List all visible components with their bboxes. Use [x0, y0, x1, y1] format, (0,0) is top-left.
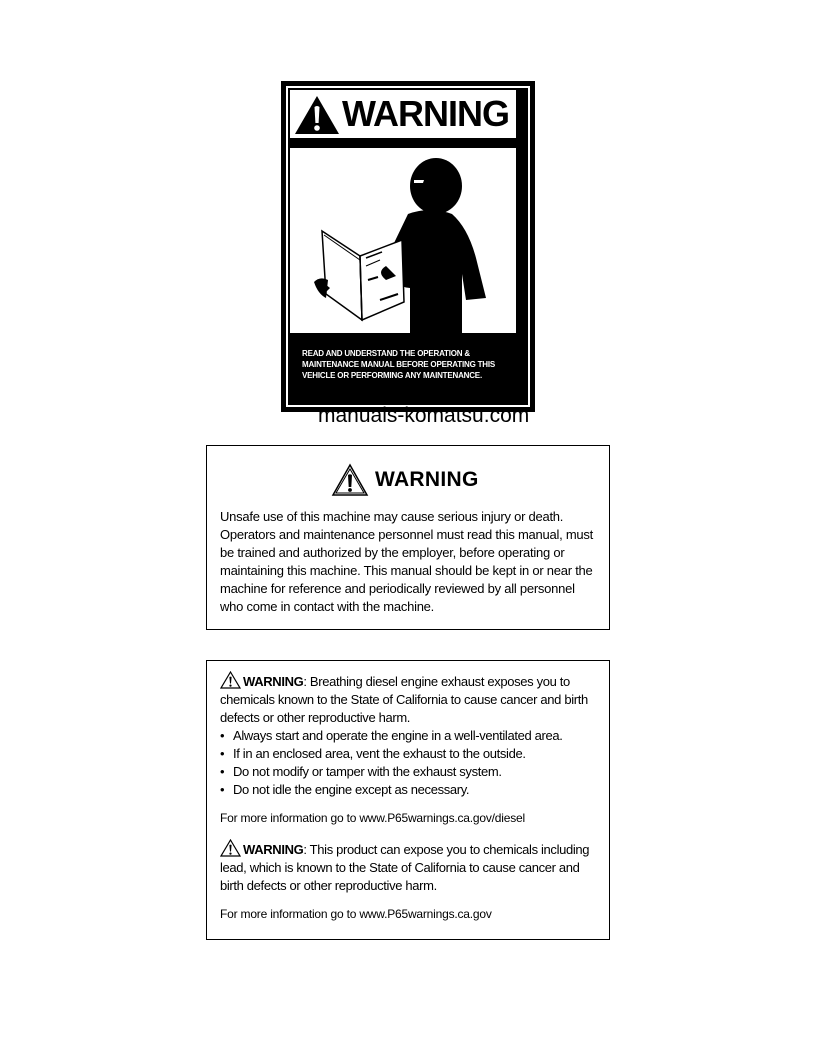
decal-instruction-text: READ AND UNDERSTAND THE OPERATION & MAINTENANCE MANUAL BEFORE OPERATING THIS VEHICLE OR PERFORMING ANY MAINTENANCE.: [302, 349, 496, 380]
prop65-warning-content: [220, 671, 602, 923]
lead-warning-paragraph: [220, 839, 602, 895]
decal-header-word: WARNING: [342, 93, 509, 134]
person-reading-manual-icon: [290, 148, 516, 333]
lead-warning-text: : This product can expose you to chemicals including lead, which is known to the State of California to cause cancer and birth defects or other reproductive harm.: [220, 842, 590, 893]
warning-triangle-icon: [220, 839, 241, 857]
list-item: • Do not modify or tamper with the exhaust system.: [220, 763, 602, 781]
list-item: • Always start and operate the engine in a well-ventilated area.: [220, 727, 602, 745]
operator-warning-text: Unsafe use of this machine may cause serious injury or death. Operators and maintenance personnel must read this manual, must be trained and authorized by the employer, before operating or maintaining this machine. This manual should be kept in or near the machine for reference and periodically reviewed by all personnel who come in contact with the machine.: [220, 509, 594, 614]
diesel-warning-label: WARNING: [243, 674, 304, 689]
warning-triangle-icon: [220, 671, 241, 689]
warning-decal: [281, 81, 535, 412]
decal-header: [290, 90, 516, 138]
list-item: • If in an enclosed area, vent the exhaust to the outside.: [220, 745, 602, 763]
warning-heading: [331, 462, 479, 498]
lead-more-info: For more information go to www.P65warnings.ca.gov: [220, 907, 492, 921]
diesel-more-info: For more information go to www.P65warnings.ca.gov/diesel: [220, 811, 525, 825]
lead-warning-label: WARNING: [243, 842, 304, 857]
warning-triangle-icon: [331, 463, 369, 497]
person-reading-manual-illustration: [290, 148, 516, 333]
watermark: manuals-komatsu.com: [318, 404, 530, 427]
warning-heading-label: WARNING: [375, 468, 479, 491]
diesel-warning-paragraph: [220, 671, 602, 727]
diesel-precautions-list: [220, 727, 602, 799]
warning-triangle-icon: [294, 95, 340, 135]
operator-warning-box: [206, 445, 610, 630]
diesel-warning-text: : Breathing diesel engine exhaust exposes you to chemicals known to the State of California to cause cancer and birth defects or other reproductive harm.: [220, 674, 588, 725]
prop65-warning-box: [206, 660, 610, 940]
list-item: • Do not idle the engine except as necessary.: [220, 781, 602, 799]
